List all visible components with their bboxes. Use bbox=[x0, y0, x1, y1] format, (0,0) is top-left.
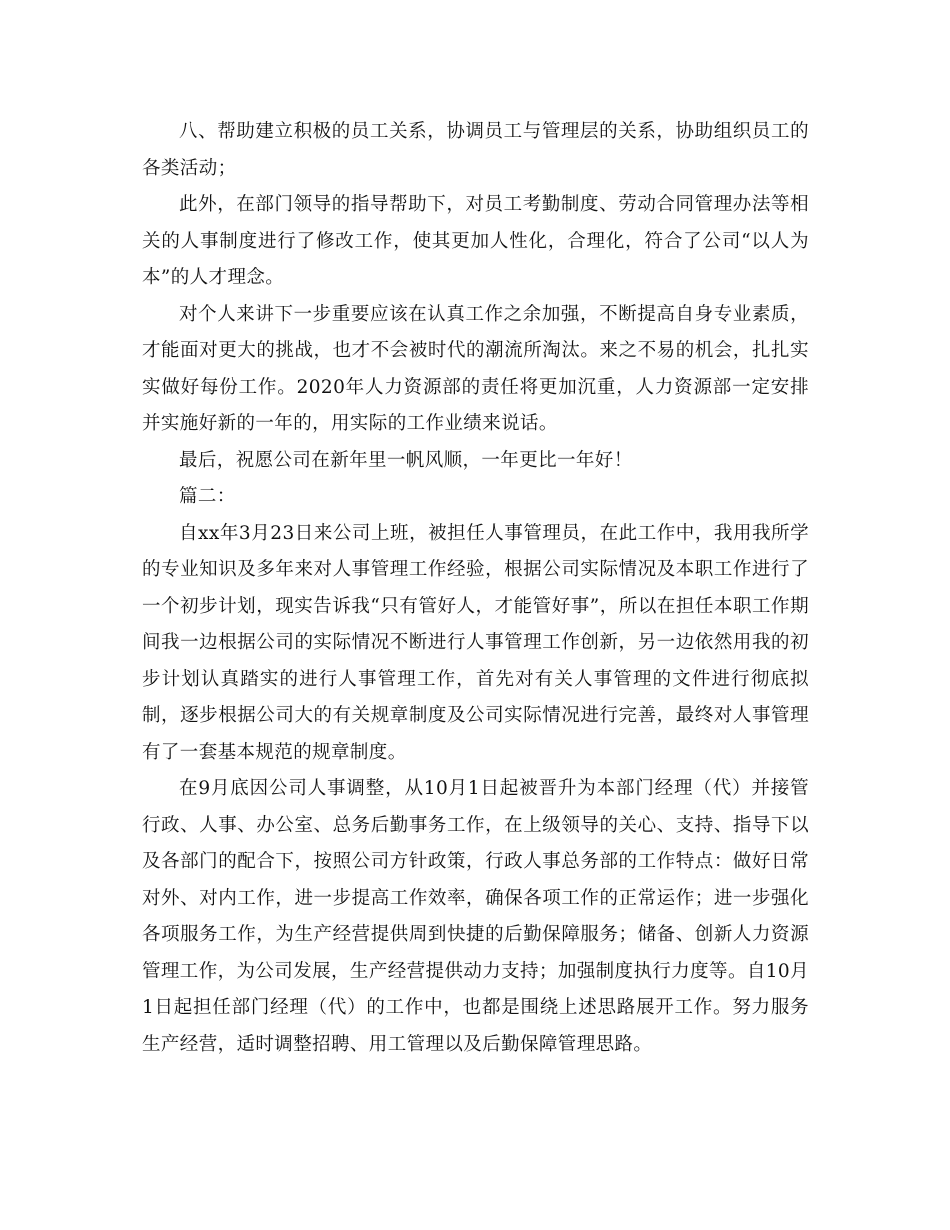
paragraph-work-start: 自xx年3月23日来公司上班，被担任人事管理员，在此工作中，我用我所学的专业知识及多年来对人事管理工作经验，根据公司实际情况及本职工作进行了一个初步计划，现实告诉我“只有管好人，才能管好事”，所以在担任本职工作期间我一边根据公司的实际情况不断进行人事管理工作创新，另一边依然用我的初步计划认真踏实的进行人事管理工作，首先对有关人事管理的文件进行彻底拟制，逐步根据公司大的有关规章制度及公司实际情况进行完善，最终对人事管理有了一套基本规范的规章制度。 bbox=[142, 522, 809, 763]
paragraph-additionally: 此外，在部门领导的指导帮助下，对员工考勤制度、劳动合同管理办法等相关的人事制度进行了修改工作，使其更加人性化，合理化，符合了公司“以人为本”的人才理念。 bbox=[142, 194, 809, 288]
paragraph-wishes: 最后，祝愿公司在新年里一帆风顺，一年更比一年好！ bbox=[179, 449, 633, 471]
paragraph-item-8: 八、帮助建立积极的员工关系，协调员工与管理层的关系，协助组织员工的各类活动； bbox=[142, 121, 809, 179]
document-body bbox=[142, 114, 809, 1063]
section-heading-part-two: 篇二： bbox=[179, 486, 236, 507]
paragraph-personal-plan: 对个人来讲下一步重要应该在认真工作之余加强，不断提高自身专业素质，才能面对更大的挑战，也才不会被时代的潮流所淘汰。来之不易的机会，扎扎实实做好每份工作。2020年人力资源部的责任将更加沉重，人力资源部一定安排并实施好新的一年的，用实际的工作业绩来说话。 bbox=[142, 303, 809, 434]
paragraph-promotion: 在9月底因公司人事调整，从10月1日起被晋升为本部门经理（代）并接管行政、人事、办公室、总务后勤事务工作，在上级领导的关心、支持、指导下以及各部门的配合下，按照公司方针政策，行政人事总务部的工作特点：做好日常对外、对内工作，进一步提高工作效率，确保各项工作的正常运作；进一步强化各项服务工作，为生产经营提供周到快捷的后勤保障服务；储备、创新人力资源管理工作，为公司发展，生产经营提供动力支持；加强制度执行力度等。自10月1日起担任部门经理（代）的工作中，也都是围绕上述思路展开工作。努力服务生产经营，适时调整招聘、用工管理以及后勤保障管理思路。 bbox=[142, 778, 809, 1055]
